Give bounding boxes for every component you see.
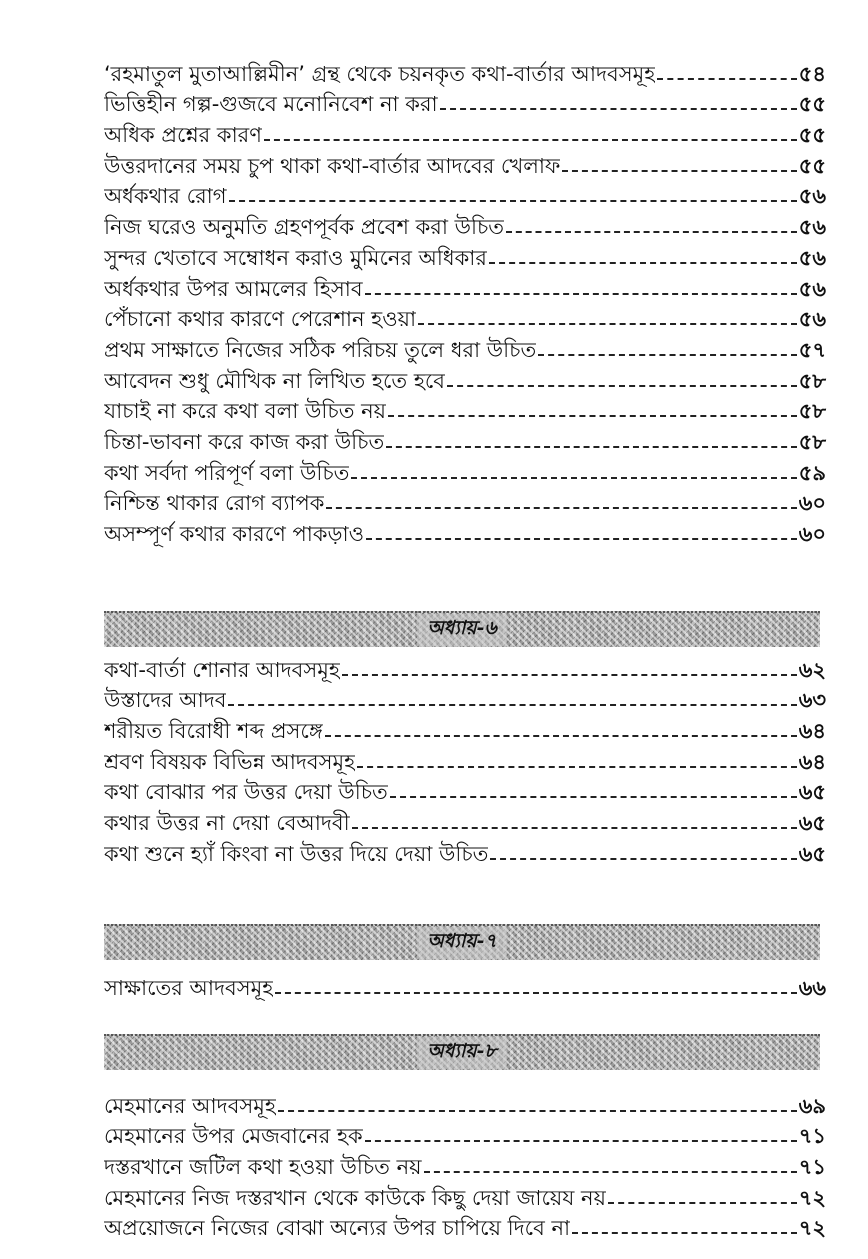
toc-entry	[104, 1151, 826, 1182]
dot-leader	[365, 1140, 797, 1142]
dot-leader	[418, 323, 797, 325]
toc-entry-page: ৭২	[798, 1185, 826, 1210]
toc-entry	[104, 838, 826, 869]
toc-entry	[104, 972, 826, 1003]
dot-leader	[506, 231, 797, 233]
toc-entry-page: ৫৬	[798, 245, 826, 270]
toc-entry-title: অসম্পূর্ণ কথার কারণে পাকড়াও	[104, 522, 365, 546]
toc-entry	[104, 150, 826, 181]
toc-entry-title: কথা শুনে হ্যাঁ কিংবা না উত্তর দিয়ে দেয়া উচিত	[104, 841, 489, 866]
dot-leader	[657, 78, 796, 80]
toc-entry-title: ‘রহমাতুল মুতাআল্লিমীন’ গ্রন্থ থেকে চয়নকৃত কথা-বার্তার আদবসমূহ	[104, 61, 656, 86]
toc-entry-title: অপ্রয়োজনে নিজের বোঝা অন্যের উপর চাপিয়ে দিবে না	[104, 1216, 571, 1241]
toc-entry	[104, 396, 826, 427]
toc-entry-page: ৬৯	[798, 1093, 826, 1118]
toc-entry-title: নিজ ঘরেও অনুমতি গ্রহণপূর্বক প্রবেশ করা উচিত	[104, 215, 505, 240]
toc-entry-title: যাচাই না করে কথা বলা উচিত নয়	[104, 399, 387, 424]
toc-entry	[104, 1121, 826, 1152]
toc-entry	[104, 1090, 826, 1121]
dot-leader	[366, 538, 797, 540]
dot-leader	[538, 354, 796, 356]
toc-entry	[104, 457, 826, 488]
toc-entry-page: ৫৪	[798, 61, 826, 86]
toc-entry-page: ৬৫	[798, 841, 826, 866]
toc-entry-title: শ্রবণ বিষয়ক বিভিন্ন আদবসমূহ	[104, 749, 356, 774]
toc-entry-title: কথার উত্তর না দেয়া বেআদবী	[104, 811, 350, 836]
dot-leader	[351, 477, 796, 479]
dot-leader	[326, 507, 796, 509]
toc-entry-page: ৫৫	[798, 153, 826, 178]
toc-entry	[104, 273, 826, 304]
toc-entry	[104, 181, 826, 212]
chapter-heading: অধ্যায়-৬	[417, 614, 507, 646]
toc-entry-page: ৫৮	[798, 429, 826, 454]
toc-entry-page: ৬২	[798, 657, 826, 682]
dot-leader	[490, 858, 796, 860]
toc-entry-title: নিশ্চিন্ত থাকার রোগ ব্যাপক	[104, 491, 325, 516]
toc-entry-page: ৬০	[798, 522, 826, 546]
dot-leader	[572, 1232, 797, 1234]
toc-entry-title: উত্তরদানের সময় চুপ থাকা কথা-বার্তার আদবের খেলাফ	[104, 153, 561, 178]
toc-entry-page: ৫৬	[798, 184, 826, 209]
chapter-8-banner	[104, 1034, 820, 1070]
toc-entry	[104, 365, 826, 396]
toc-entry-title: অর্ধকথার রোগ	[104, 184, 227, 209]
toc-entry	[104, 242, 826, 273]
toc-entry-title: কথা-বার্তা শোনার আদবসমূহ	[104, 657, 340, 682]
toc-entry-title: উস্তাদের আদব	[104, 688, 227, 713]
toc-entry-page: ৬০	[798, 491, 826, 516]
toc-entry	[104, 488, 826, 519]
dot-leader	[447, 385, 797, 387]
dot-leader	[608, 1202, 797, 1204]
dot-leader	[386, 446, 796, 448]
toc-entry-title: মেহমানের নিজ দস্তরখান থেকে কাউকে কিছু দেয়া জায়েয নয়	[104, 1185, 606, 1210]
toc-entry	[104, 518, 826, 549]
dot-leader	[264, 139, 797, 141]
toc-entry-page: ৫৮	[798, 368, 826, 393]
toc-entry-title: সাক্ষাতের আদবসমূহ	[104, 975, 274, 1000]
toc-entry-title: সুন্দর খেতাবে সম্বোধন করাও মুমিনের অধিকার	[104, 245, 487, 270]
toc-entry-title: আবেদন শুধু মৌখিক না লিখিত হতে হবে	[104, 368, 445, 393]
dot-leader	[357, 766, 797, 768]
toc-entry-page: ৫৭	[798, 337, 826, 362]
toc-entry-page: ৭২	[798, 1216, 826, 1241]
toc-entry	[104, 119, 826, 150]
toc-entry-page: ৫৫	[798, 123, 826, 148]
chapter-heading: অধ্যায়-৮	[417, 1037, 507, 1069]
toc-entry-page: ৬৪	[798, 719, 826, 744]
chapter-6-banner	[104, 611, 820, 647]
toc-entry-page: ৫৯	[798, 460, 826, 485]
toc-entry	[104, 654, 826, 685]
toc-section-7	[104, 972, 826, 1003]
dot-leader	[352, 827, 797, 829]
toc-entry-title: কথা বোঝার পর উত্তর দেয়া উচিত	[104, 780, 388, 805]
toc-entry-page: ৬৫	[798, 811, 826, 836]
dot-leader	[390, 796, 797, 798]
toc-entry	[104, 715, 826, 746]
toc-entry-page: ৫৫	[798, 92, 826, 117]
dot-leader	[440, 108, 797, 110]
toc-entry	[104, 746, 826, 777]
toc-entry-title: দস্তরখানে জটিল কথা হওয়া উচিত নয়	[104, 1155, 422, 1180]
chapter-heading: অধ্যায়-৭	[417, 927, 507, 959]
toc-entry-page: ৫৬	[798, 215, 826, 240]
dot-leader	[388, 415, 797, 417]
toc-entry-page: ৫৬	[798, 307, 826, 332]
toc-entry-page: ৬৪	[798, 749, 826, 774]
toc-entry-page: ৬৫	[798, 780, 826, 805]
toc-entry	[104, 426, 826, 457]
toc-entry-title: প্রথম সাক্ষাতে নিজের সঠিক পরিচয় তুলে ধরা উচিত	[104, 337, 537, 362]
toc-entry	[104, 304, 826, 335]
toc-entry-page: ৭১	[798, 1124, 826, 1149]
toc-entry	[104, 807, 826, 838]
toc-entry-title: অধিক প্রশ্নের কারণ	[104, 123, 262, 148]
toc-entry	[104, 211, 826, 242]
dot-leader	[424, 1171, 797, 1173]
dot-leader	[278, 1110, 797, 1112]
toc-entry	[104, 1182, 826, 1213]
toc-entry	[104, 685, 826, 716]
toc-entry	[104, 777, 826, 808]
toc-entry-page: ৬৬	[798, 975, 826, 1000]
toc-section-8	[104, 1090, 826, 1243]
toc-entry-title: অর্ধকথার উপর আমলের হিসাব	[104, 276, 363, 301]
toc-entry	[104, 89, 826, 120]
dot-leader	[562, 170, 796, 172]
dot-leader	[325, 735, 797, 737]
toc-entry-title: ভিত্তিহীন গল্প-গুজবে মনোনিবেশ না করা	[104, 92, 438, 117]
toc-entry-page: ৭১	[798, 1155, 826, 1180]
toc-entry	[104, 334, 826, 365]
toc-section-5-continued	[104, 58, 826, 549]
toc-entry	[104, 58, 826, 89]
toc-entry-title: পেঁচানো কথার কারণে পেরেশান হওয়া	[104, 307, 417, 332]
toc-entry-title: মেহমানের উপর মেজবানের হক	[104, 1124, 363, 1149]
toc-entry	[104, 1213, 826, 1244]
toc-entry-page: ৬৩	[798, 688, 826, 713]
toc-entry-title: মেহমানের আদবসমূহ	[104, 1093, 276, 1118]
toc-entry-page: ৫৮	[798, 399, 826, 424]
dot-leader	[342, 674, 797, 676]
toc-entry-title: কথা সর্বদা পরিপূর্ণ বলা উচিত	[104, 460, 350, 485]
dot-leader	[229, 200, 797, 202]
dot-leader	[275, 992, 796, 994]
toc-entry-page: ৫৬	[798, 276, 826, 301]
chapter-7-banner	[104, 924, 820, 960]
toc-entry-title: চিন্তা-ভাবনা করে কাজ করা উচিত	[104, 429, 385, 454]
dot-leader	[228, 704, 796, 706]
dot-leader	[489, 262, 797, 264]
toc-section-6	[104, 654, 826, 869]
toc-entry-title: শরীয়ত বিরোধী শব্দ প্রসঙ্গে	[104, 719, 323, 744]
dot-leader	[365, 293, 797, 295]
